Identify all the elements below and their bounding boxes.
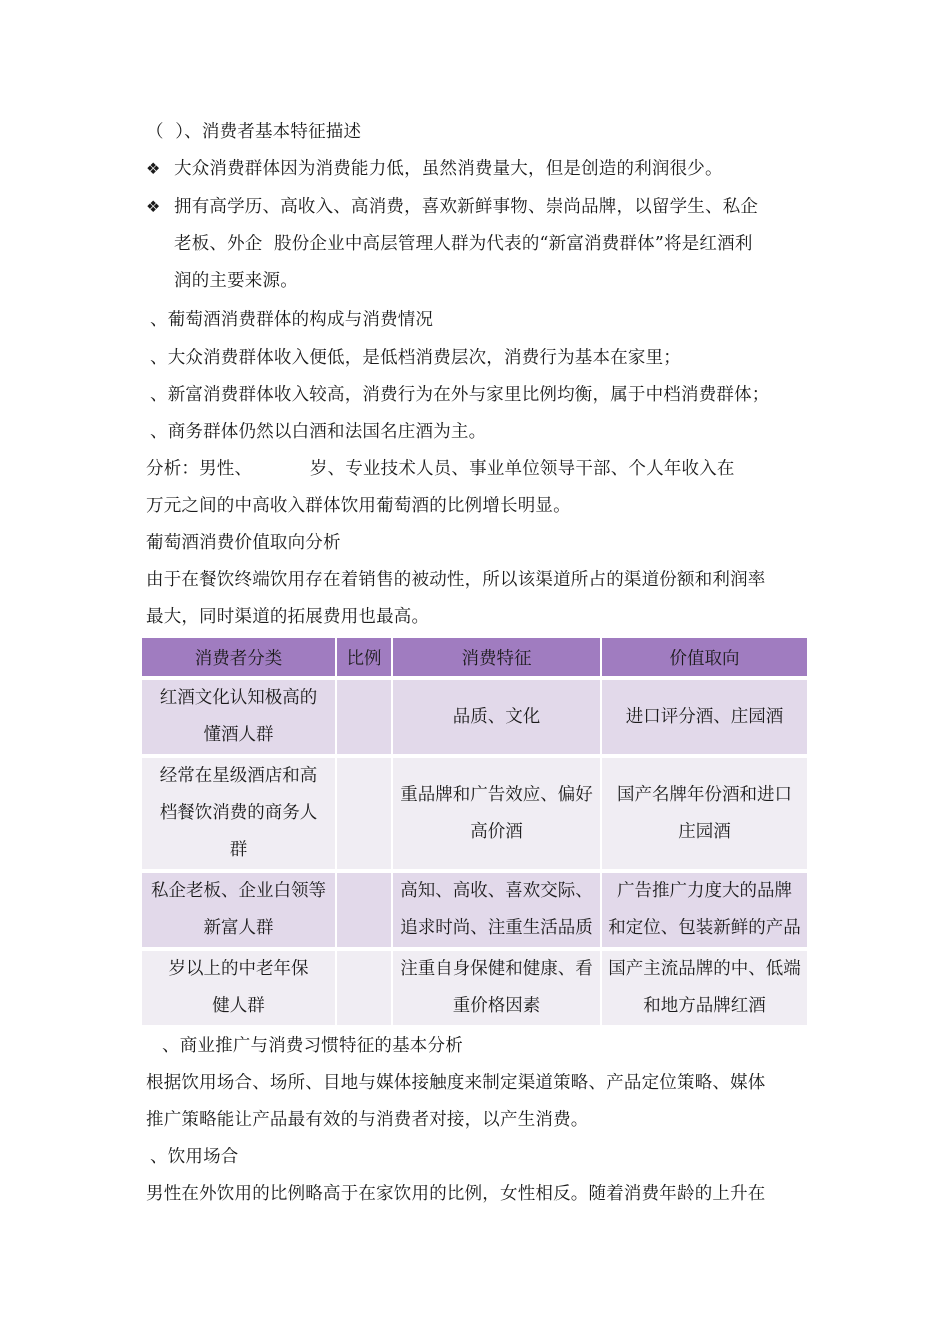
header-consumer-category: 消费者分类 <box>142 638 336 678</box>
cell-feature: 高知、高收、喜欢交际、 追求时尚、注重生活品质 <box>392 871 601 949</box>
paragraph-promotion-line1: 根据饮用场合、场所、目地与媒体接触度来制定渠道策略、产品定位策略、媒体 <box>146 1073 766 1093</box>
paragraph-occasion-line1: 男性在外饮用的比例略高于在家饮用的比例，女性相反。随着消费年龄的上升在 <box>146 1184 766 1204</box>
bullet-new-rich-line3: 润的主要来源。 <box>174 271 298 291</box>
paragraph-channel-line2: 最大，同时渠道的拓展费用也最高。 <box>146 607 430 627</box>
diamond-bullet-icon: ❖ <box>146 159 161 178</box>
cell-ratio <box>336 756 392 871</box>
section-heading-promotion: 、商业推广与消费习惯特征的基本分析 <box>162 1036 463 1056</box>
cell-ratio <box>336 871 392 949</box>
list-item: 、商务群体仍然以白酒和法国名庄酒为主。 <box>150 422 487 442</box>
section-heading-value-orientation: 葡萄酒消费价值取向分析 <box>146 533 341 553</box>
cell-category: 经常在星级酒店和高 档餐饮消费的商务人 群 <box>142 756 336 871</box>
cell-feature: 品质、文化 <box>392 678 601 756</box>
section-heading-drinking-occasion: 、饮用场合 <box>150 1147 239 1167</box>
cell-value: 国产主流品牌的中、低端 和地方品牌红酒 <box>601 949 807 1027</box>
analysis-line1: 分析：男性、 岁、专业技术人员、事业单位领导干部、个人年收入在 <box>146 459 735 479</box>
bullet-new-rich-line2: 老板、外企 股份企业中高层管理人群为代表的“新富消费群体”将是红酒利 <box>174 234 753 254</box>
list-item: 、新富消费群体收入较高，消费行为在外与家里比例均衡，属于中档消费群体； <box>150 385 770 405</box>
header-value-orientation: 价值取向 <box>601 638 807 678</box>
table-row <box>142 871 807 949</box>
table-row <box>142 949 807 1027</box>
analysis-line2: 万元之间的中高收入群体饮用葡萄酒的比例增长明显。 <box>146 496 571 516</box>
cell-value: 国产名牌年份酒和进口 庄园酒 <box>601 756 807 871</box>
cell-category: 红酒文化认知极高的 懂酒人群 <box>142 678 336 756</box>
bullet-mass-consumers: 大众消费群体因为消费能力低，虽然消费量大，但是创造的利润很少。 <box>174 159 723 179</box>
list-item: 、大众消费群体收入便低，是低档消费层次，消费行为基本在家里； <box>150 348 681 368</box>
cell-value: 广告推广力度大的品牌 和定位、包装新鲜的产品 <box>601 871 807 949</box>
section-heading-composition: 、葡萄酒消费群体的构成与消费情况 <box>150 310 434 330</box>
table-row <box>142 756 807 871</box>
cell-feature: 重品牌和广告效应、偏好 高价酒 <box>392 756 601 871</box>
diamond-bullet-icon: ❖ <box>146 197 161 216</box>
cell-ratio <box>336 678 392 756</box>
table-header-row <box>142 638 807 678</box>
paragraph-promotion-line2: 推广策略能让产品最有效的与消费者对接，以产生消费。 <box>146 1110 589 1130</box>
paragraph-channel-line1: 由于在餐饮终端饮用存在着销售的被动性，所以该渠道所占的渠道份额和利润率 <box>146 570 766 590</box>
header-consumption-feature: 消费特征 <box>392 638 601 678</box>
cell-category: 私企老板、企业白领等 新富人群 <box>142 871 336 949</box>
header-ratio: 比例 <box>336 638 392 678</box>
cell-value: 进口评分酒、庄园酒 <box>601 678 807 756</box>
cell-feature: 注重自身保健和健康、看 重价格因素 <box>392 949 601 1027</box>
cell-category: 岁以上的中老年保 健人群 <box>142 949 336 1027</box>
consumer-value-table <box>142 638 807 1029</box>
cell-ratio <box>336 949 392 1027</box>
table-row <box>142 678 807 756</box>
bullet-new-rich-line1: 拥有高学历、高收入、高消费，喜欢新鲜事物、崇尚品牌，以留学生、私企 <box>174 197 759 217</box>
section-heading-consumer-traits: （ ）、消费者基本特征描述 <box>146 122 362 142</box>
